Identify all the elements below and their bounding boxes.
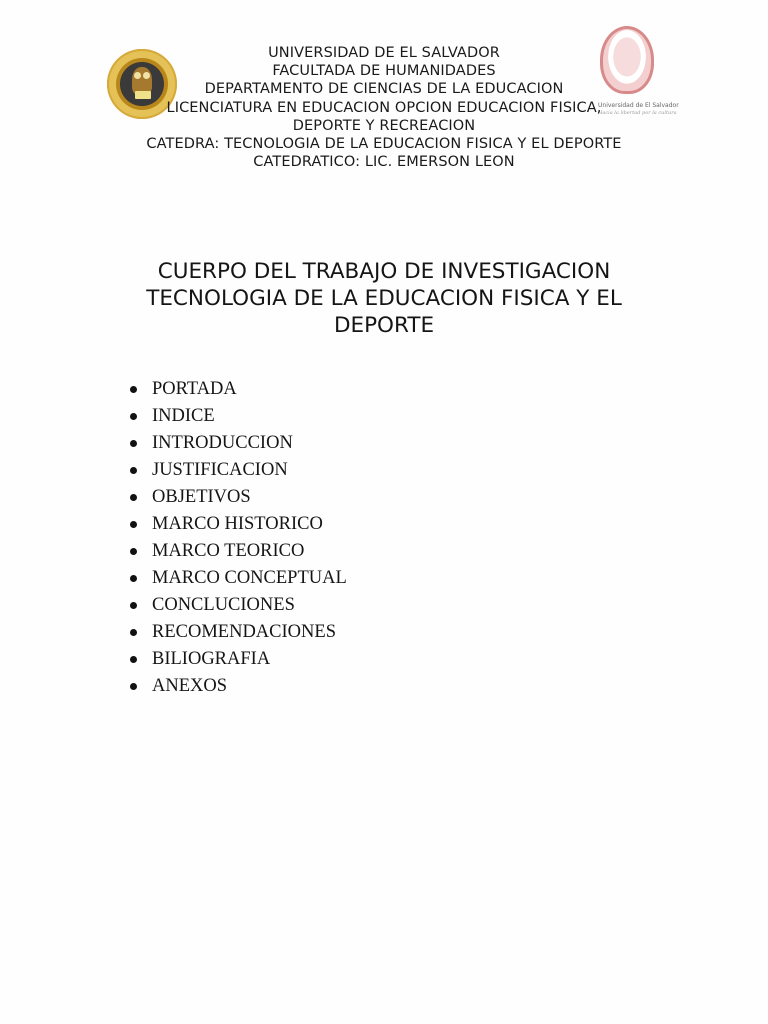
list-item <box>128 457 347 484</box>
list-item-label: INDICE <box>152 406 215 426</box>
list-item-label: RECOMENDACIONES <box>152 622 336 642</box>
list-item-label: OBJETIVOS <box>152 487 251 507</box>
bullet-icon <box>130 656 137 663</box>
bullet-icon <box>130 413 137 420</box>
bullet-icon <box>130 467 137 474</box>
list-item <box>128 619 347 646</box>
list-item-label: CONCLUCIONES <box>152 595 295 615</box>
contents-list <box>128 376 347 700</box>
header-line-course: CATEDRA: TECNOLOGIA DE LA EDUCACION FISICA Y EL DEPORTE <box>146 136 622 153</box>
bullet-icon <box>130 521 137 528</box>
list-item <box>128 565 347 592</box>
list-item <box>128 430 347 457</box>
list-item <box>128 511 347 538</box>
list-item <box>128 376 347 403</box>
list-item <box>128 403 347 430</box>
bullet-icon <box>130 683 137 690</box>
header-line-professor: CATEDRATICO: LIC. EMERSON LEON <box>253 154 515 171</box>
list-item-label: BILIOGRAFIA <box>152 649 271 669</box>
bullet-icon <box>130 494 137 501</box>
header-line-university: UNIVERSIDAD DE EL SALVADOR <box>268 45 500 61</box>
bullet-icon <box>130 548 137 555</box>
list-item-label: ANEXOS <box>152 676 228 696</box>
list-item <box>128 538 347 565</box>
title-line-2: TECNOLOGIA DE LA EDUCACION FISICA Y EL <box>146 286 622 311</box>
header-line-degree: LICENCIATURA EN EDUCACION OPCION EDUCACION FISICA, <box>166 99 602 116</box>
bullet-icon <box>130 602 137 609</box>
seal-tagline: Hacia la libertad por la cultura <box>598 110 677 116</box>
bullet-icon <box>130 629 137 636</box>
list-item <box>128 592 347 619</box>
title-line-3: DEPORTE <box>333 313 435 338</box>
title-line-1: CUERPO DEL TRABAJO DE INVESTIGACION <box>157 259 611 284</box>
seal-caption: Universidad de El Salvador <box>598 102 679 109</box>
list-item-label: PORTADA <box>152 379 237 399</box>
list-item-label: INTRODUCCION <box>152 433 293 453</box>
list-item <box>128 484 347 511</box>
bullet-icon <box>130 575 137 582</box>
list-item-label: MARCO HISTORICO <box>152 514 323 534</box>
header-line-degree-cont: DEPORTE Y RECREACION <box>292 117 476 134</box>
list-item-label: MARCO TEORICO <box>152 541 305 561</box>
header-line-department: DEPARTAMENTO DE CIENCIAS DE LA EDUCACION <box>204 81 564 98</box>
institution-header <box>0 44 768 171</box>
list-item-label: JUSTIFICACION <box>152 460 288 480</box>
bullet-icon <box>130 440 137 447</box>
header-line-faculty: FACULTADA DE HUMANIDADES <box>272 63 496 80</box>
list-item <box>128 673 347 700</box>
list-item <box>128 646 347 673</box>
document-title <box>0 258 768 339</box>
list-item-label: MARCO CONCEPTUAL <box>152 568 347 588</box>
bullet-icon <box>130 386 137 393</box>
